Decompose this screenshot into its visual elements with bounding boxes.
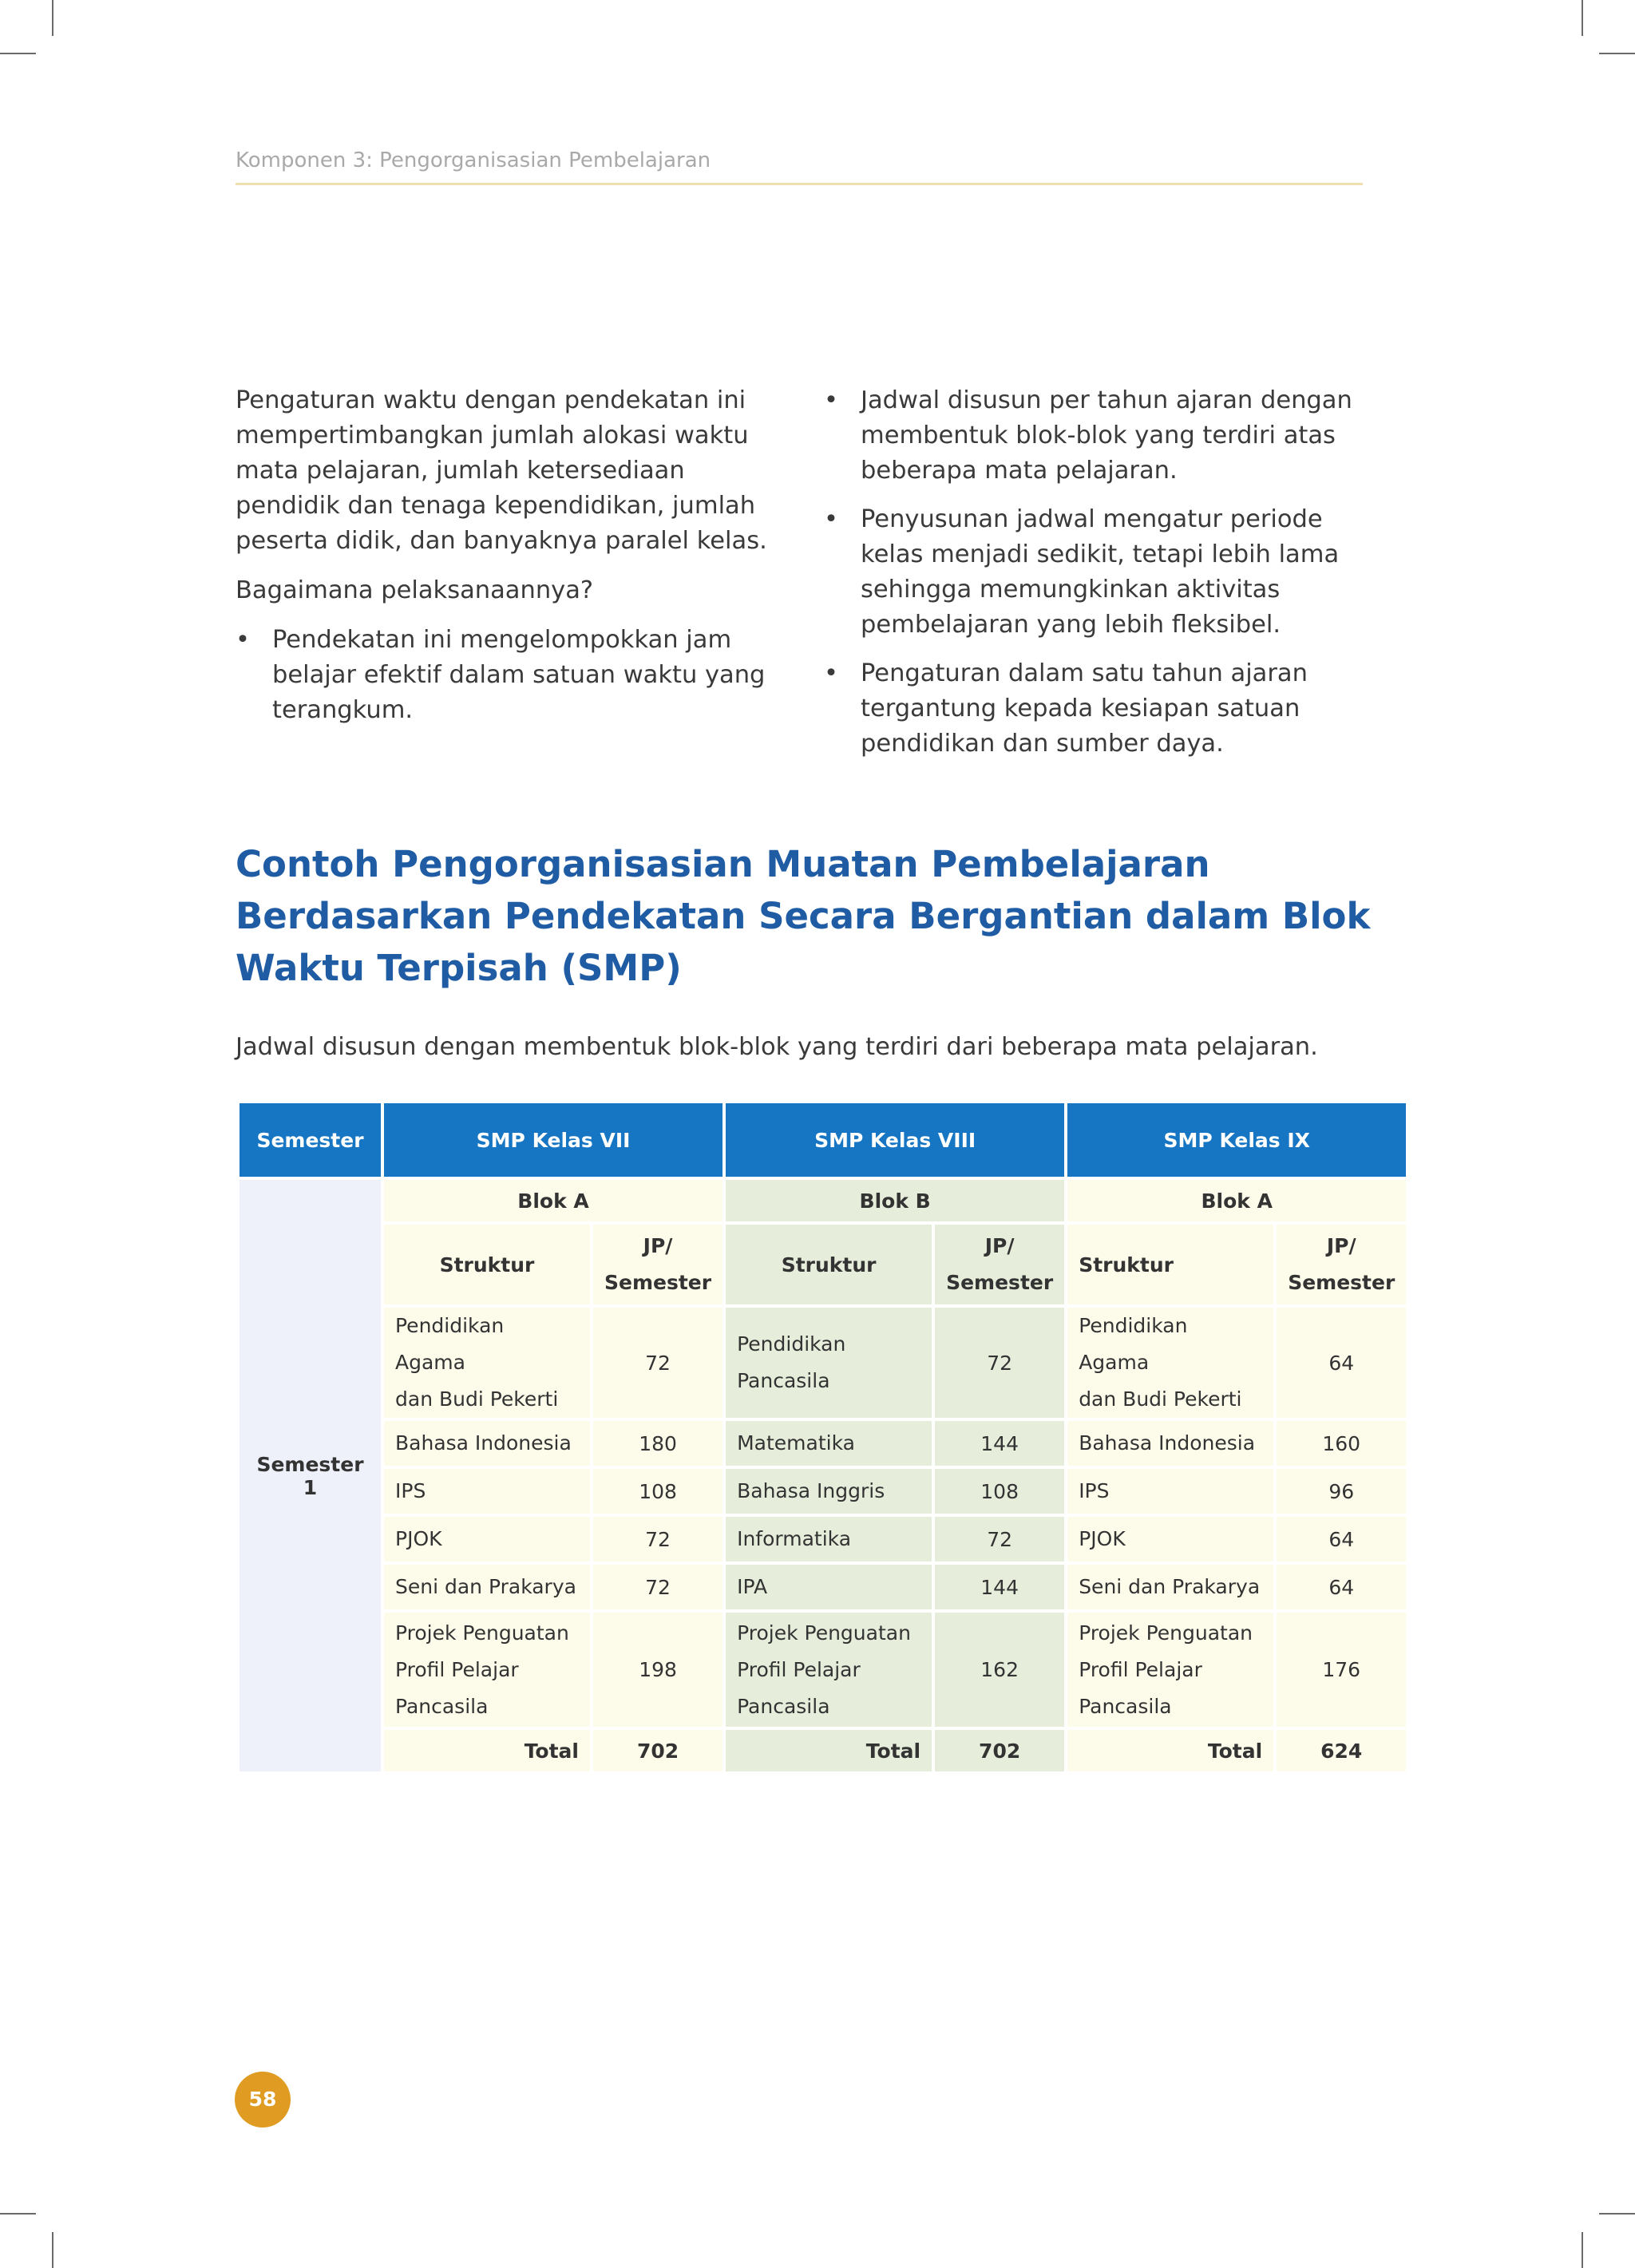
- crop-mark: [0, 53, 36, 54]
- subject-cell: Bahasa Indonesia: [384, 1421, 590, 1466]
- bullet-icon: •: [824, 659, 838, 687]
- column-subheader-row: [240, 1225, 1406, 1304]
- semester-header: Semester: [240, 1103, 381, 1177]
- intro-paragraph: Pengaturan waktu dengan pendekatan ini mempertimbangkan jumlah alokasi waktu mata pelajaran, jumlah ketersediaan pendidik dan tenaga kependidikan, jumlah peserta didik, dan banyaknya paralel kelas.: [236, 386, 767, 555]
- table-row: [240, 1565, 1406, 1609]
- class-header: SMP Kelas VII: [384, 1103, 722, 1177]
- subject-line: Pancasila: [395, 1694, 489, 1718]
- table-header-row: [240, 1103, 1406, 1177]
- subject-line: Pendidikan: [737, 1332, 846, 1356]
- subject-line: Pancasila: [1079, 1694, 1172, 1718]
- jp-value: 144: [935, 1565, 1064, 1609]
- section-title: Contoh Pengorganisasian Muatan Pembelajaran Berdasarkan Pendekatan Secara Bergantian dalam Blok Waktu Terpisah (SMP): [236, 843, 1371, 989]
- header-divider: [236, 183, 1363, 185]
- jp-value: 96: [1277, 1469, 1406, 1514]
- subject-cell: Matematika: [726, 1421, 932, 1466]
- crop-mark: [52, 2232, 53, 2268]
- crop-mark: [1582, 0, 1583, 36]
- block-label: Blok B: [726, 1180, 1064, 1221]
- block-label: Blok A: [1067, 1180, 1406, 1221]
- table-row: [240, 1308, 1406, 1418]
- table-row: [240, 1517, 1406, 1561]
- jp-header-line: JP/: [1326, 1234, 1356, 1257]
- bullet-icon: •: [236, 626, 250, 654]
- jp-value: 72: [593, 1517, 722, 1561]
- total-label: Total: [726, 1730, 932, 1771]
- bullet-list: [824, 383, 1375, 762]
- jp-header: [1277, 1225, 1406, 1304]
- jp-header-line: Semester: [1288, 1271, 1395, 1294]
- subject-cell: [726, 1308, 932, 1418]
- block-label: Blok A: [384, 1180, 722, 1221]
- subject-line: Projek Penguatan: [737, 1621, 911, 1645]
- jp-header: [935, 1225, 1064, 1304]
- crop-mark: [1599, 2213, 1635, 2215]
- bullet-icon: •: [824, 505, 838, 533]
- struktur-header: Struktur: [384, 1225, 590, 1304]
- running-header: Komponen 3: Pengorganisasian Pembelajaran: [236, 148, 711, 172]
- subject-line: Projek Penguatan: [395, 1621, 569, 1645]
- page-number-badge: 58: [235, 2072, 291, 2127]
- subject-line: Pendidikan Agama: [1079, 1314, 1188, 1374]
- subject-cell: IPS: [384, 1469, 590, 1514]
- subject-line: Profil Pelajar: [1079, 1657, 1202, 1681]
- total-value: 624: [1277, 1730, 1406, 1771]
- jp-value: 180: [593, 1421, 722, 1466]
- subject-cell: PJOK: [1067, 1517, 1273, 1561]
- jp-value: 72: [593, 1308, 722, 1418]
- list-item: [824, 502, 1375, 643]
- subject-line: Pancasila: [737, 1369, 830, 1392]
- question-text: Bagaimana pelaksanaannya?: [236, 576, 594, 604]
- class-header: SMP Kelas IX: [1067, 1103, 1406, 1177]
- crop-mark: [0, 2213, 36, 2215]
- subject-cell: [1067, 1308, 1273, 1418]
- subject-cell: Seni dan Prakarya: [384, 1565, 590, 1609]
- subject-cell: [726, 1613, 932, 1727]
- section-intro: Jadwal disusun dengan membentuk blok-blok yang terdiri dari beberapa mata pelajaran.: [236, 1033, 1318, 1061]
- jp-header-line: Semester: [946, 1271, 1054, 1294]
- jp-value: 162: [935, 1613, 1064, 1727]
- total-value: 702: [935, 1730, 1064, 1771]
- crop-mark: [1599, 53, 1635, 54]
- subject-cell: Bahasa Indonesia: [1067, 1421, 1273, 1466]
- list-item-text: Pendekatan ini mengelompokkan jam belajar efektif dalam satuan waktu yang terangkum.: [272, 626, 766, 724]
- left-column: [236, 383, 778, 742]
- total-label: Total: [384, 1730, 590, 1771]
- jp-value: 108: [593, 1469, 722, 1514]
- list-item-text: Jadwal disusun per tahun ajaran dengan membentuk blok-blok yang terdiri atas beberapa mata pelajaran.: [861, 386, 1352, 485]
- list-item: [236, 623, 778, 728]
- list-item: [824, 383, 1375, 489]
- table-row: [240, 1469, 1406, 1514]
- jp-header: [593, 1225, 722, 1304]
- subject-cell: Seni dan Prakarya: [1067, 1565, 1273, 1609]
- jp-value: 72: [935, 1308, 1064, 1418]
- jp-value: 160: [1277, 1421, 1406, 1466]
- total-label: Total: [1067, 1730, 1273, 1771]
- struktur-header: Struktur: [726, 1225, 932, 1304]
- jp-value: 108: [935, 1469, 1064, 1514]
- subject-cell: Bahasa Inggris: [726, 1469, 932, 1514]
- jp-value: 176: [1277, 1613, 1406, 1727]
- class-header: SMP Kelas VIII: [726, 1103, 1064, 1177]
- semester-label: Semester 1: [240, 1180, 381, 1771]
- table-row: [240, 1421, 1406, 1466]
- subject-cell: Informatika: [726, 1517, 932, 1561]
- jp-header-line: JP/: [643, 1234, 673, 1257]
- subject-cell: [1067, 1613, 1273, 1727]
- jp-header-line: JP/: [984, 1234, 1015, 1257]
- block-row: [240, 1180, 1406, 1221]
- subject-line: dan Budi Pekerti: [1079, 1387, 1242, 1411]
- subject-line: Profil Pelajar: [395, 1657, 519, 1681]
- subject-line: dan Budi Pekerti: [395, 1387, 559, 1411]
- subject-cell: IPS: [1067, 1469, 1273, 1514]
- subject-cell: IPA: [726, 1565, 932, 1609]
- subject-line: Pancasila: [737, 1694, 830, 1718]
- jp-value: 64: [1277, 1565, 1406, 1609]
- struktur-header: Struktur: [1067, 1225, 1273, 1304]
- subject-line: Pendidikan Agama: [395, 1314, 505, 1374]
- bullet-icon: •: [824, 386, 838, 414]
- table-row: [240, 1613, 1406, 1727]
- list-item: [824, 656, 1375, 762]
- subject-cell: PJOK: [384, 1517, 590, 1561]
- jp-value: 64: [1277, 1308, 1406, 1418]
- jp-value: 144: [935, 1421, 1064, 1466]
- subject-line: Projek Penguatan: [1079, 1621, 1253, 1645]
- right-column: [824, 383, 1375, 775]
- list-item-text: Penyusunan jadwal mengatur periode kelas menjadi sedikit, tetapi lebih lama sehingga memungkinkan aktivitas pembelajaran yang lebih fleksibel.: [861, 505, 1340, 639]
- bullet-list: [236, 623, 778, 728]
- jp-value: 72: [593, 1565, 722, 1609]
- crop-mark: [1582, 2232, 1583, 2268]
- jp-value: 72: [935, 1517, 1064, 1561]
- jp-value: 198: [593, 1613, 722, 1727]
- total-row: [240, 1730, 1406, 1771]
- total-value: 702: [593, 1730, 722, 1771]
- list-item-text: Pengaturan dalam satu tahun ajaran tergantung kepada kesiapan satuan pendidikan dan sumber daya.: [861, 659, 1308, 758]
- schedule-table: [236, 1100, 1409, 1775]
- subject-cell: [384, 1308, 590, 1418]
- jp-header-line: Semester: [604, 1271, 712, 1294]
- subject-cell: [384, 1613, 590, 1727]
- subject-line: Profil Pelajar: [737, 1657, 861, 1681]
- jp-value: 64: [1277, 1517, 1406, 1561]
- crop-mark: [52, 0, 53, 36]
